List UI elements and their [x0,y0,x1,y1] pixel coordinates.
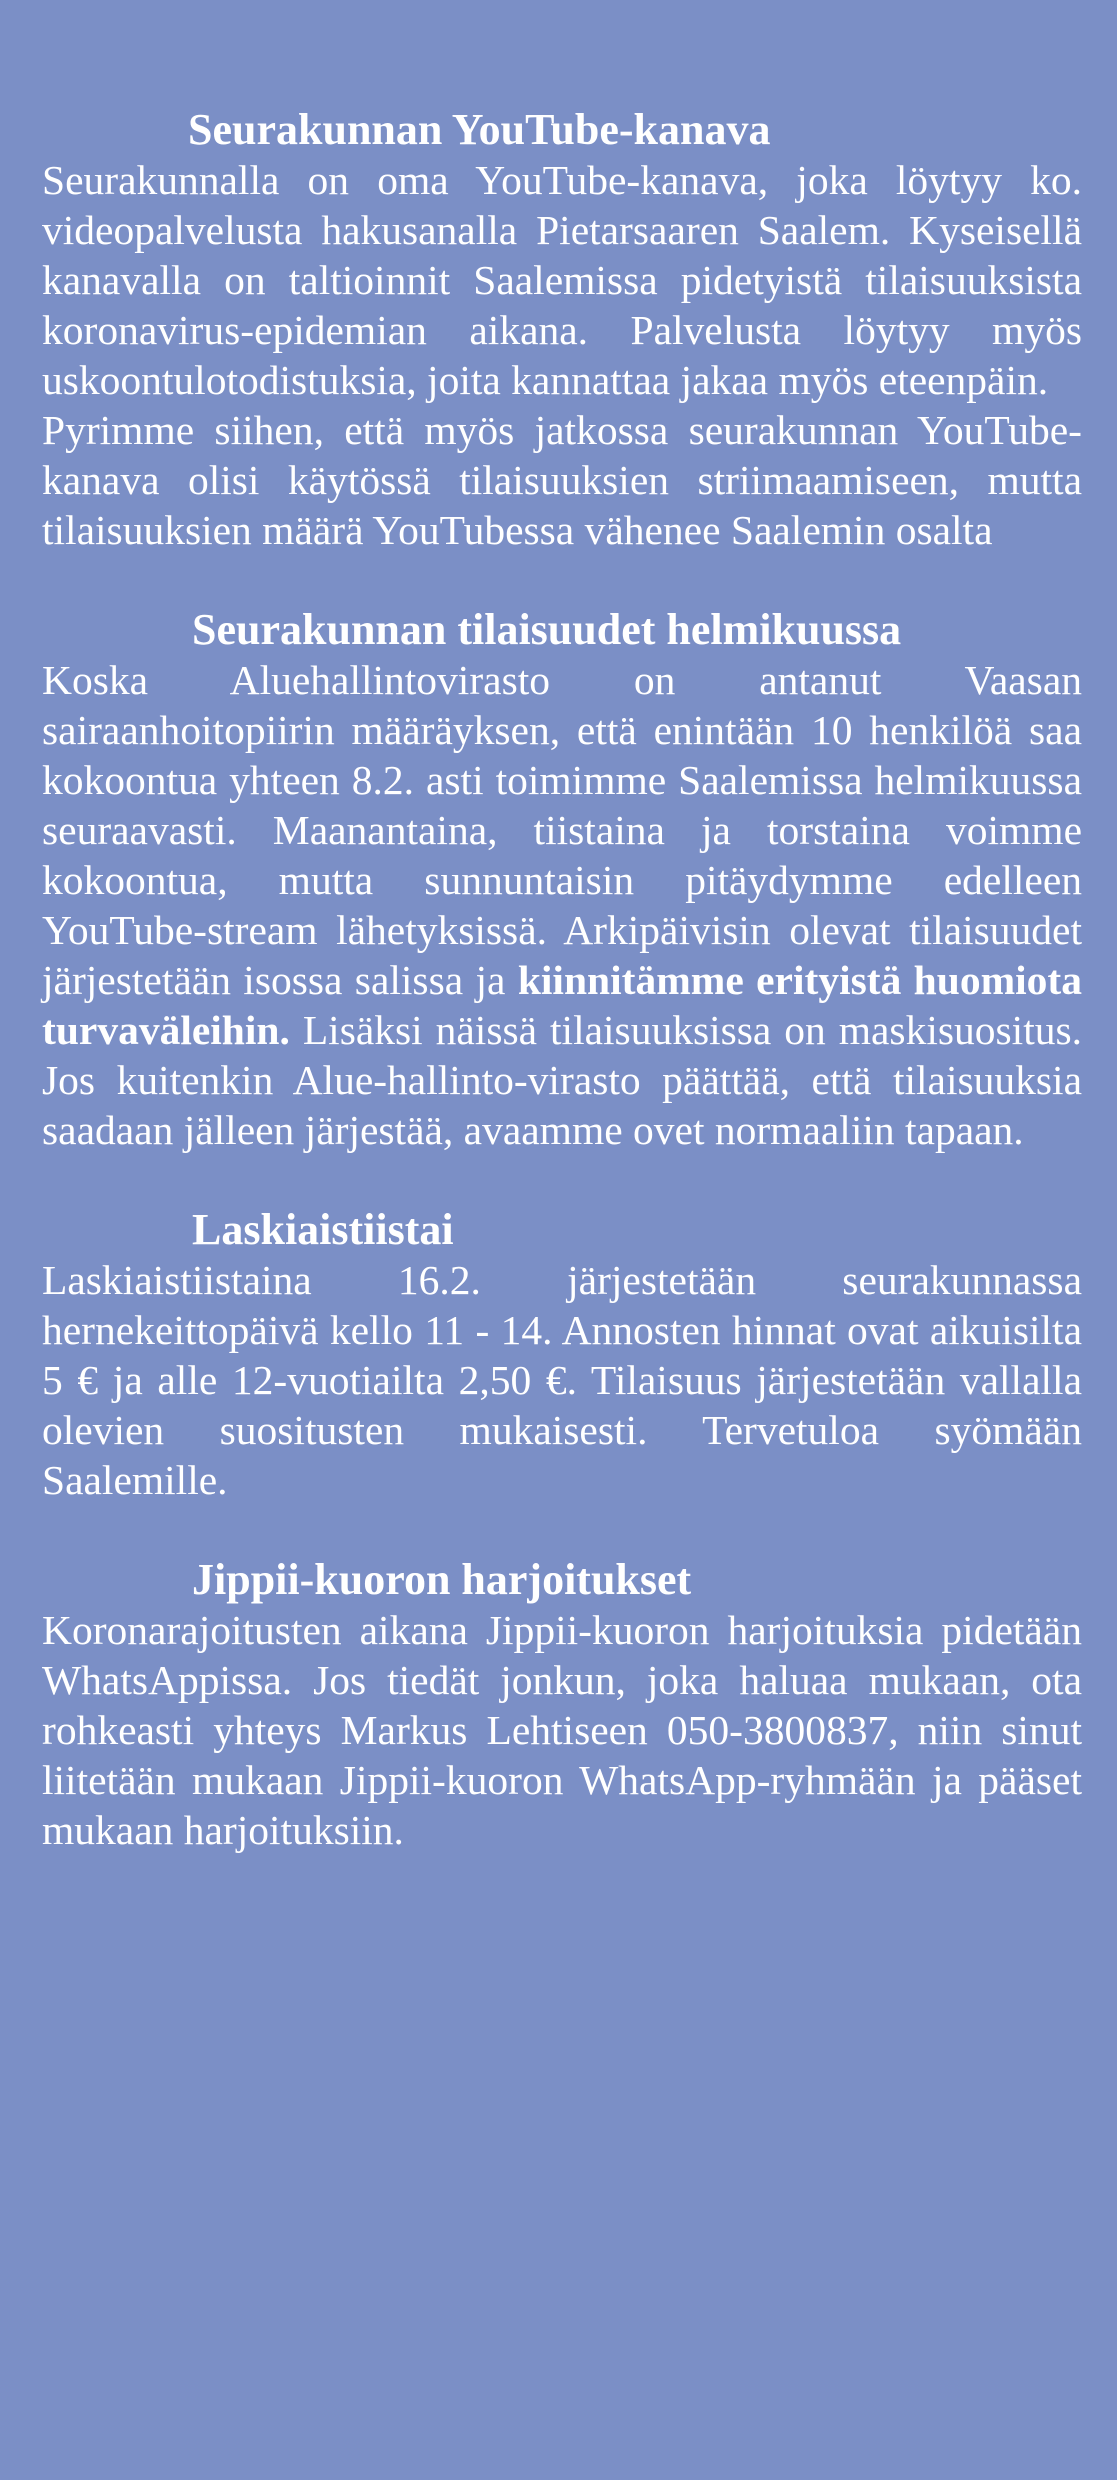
section-choir-rehearsals [42,1555,1082,1855]
section-heading: Laskiaistiistai [192,1205,454,1254]
paragraph-text: Lisäksi näissä tilaisuuksissa on maskisuositus. Jos kuitenkin Alue-hallinto-virasto päättää, että tilaisuuksia saadaan jälleen järjestää, avaamme ovet normaaliin tapaan. [42,1007,1082,1153]
section-paragraph: Koronarajoitusten aikana Jippii-kuoron harjoituksia pidetään WhatsAppissa. Jos tiedät jonkun, joka haluaa mukaan, ota rohkeasti yhteys Markus Lehtiseen 050-3800837, niin sinut liitetään mukaan Jippii-kuoron WhatsApp-ryhmään ja pääset mukaan harjoituksiin. [42,1607,1082,1853]
section-heading: Jippii-kuoron harjoitukset [192,1555,692,1604]
paragraph-text: Koska Aluehallintovirasto on antanut Vaasan sairaanhoitopiirin määräyksen, että enintään 10 henkilöä saa kokoontua yhteen 8.2. asti toimimme Saalemissa helmikuussa seuraavasti. Maanantaina, tiistaina ja torstaina voimme kokoontua, mutta sunnuntaisin pitäydymme edelleen YouTube-stream lähetyksissä. Arkipäivisin olevat tilaisuudet järjestetään isossa salissa ja [42,657,1082,1003]
section-paragraph: Seurakunnalla on oma YouTube-kanava, joka löytyy ko. videopalvelusta hakusanalla Pietarsaaren Saalem. Kyseisellä kanavalla on taltioinnit Saalemissa pidetyistä tilaisuuksista koronavirus-epidemian aikana. Palvelusta löytyy myös uskoontulotodistuksia, joita kannattaa jakaa myös eteenpäin. [42,157,1082,403]
section-youtube-channel [42,105,1082,555]
section-paragraph [42,655,1082,1155]
section-heading: Seurakunnan tilaisuudet helmikuussa [192,605,902,654]
section-february-events [42,605,1082,1155]
section-shrove-tuesday [42,1205,1082,1505]
paragraph-emphasis: kiinnitämme erityistä huomiota turvaväleihin. [42,957,1083,1053]
section-heading: Seurakunnan YouTube-kanava [188,105,771,154]
section-paragraph: Pyrimme siihen, että myös jatkossa seurakunnan YouTube-kanava olisi käytössä tilaisuuksien striimaamiseen, mutta tilaisuuksien määrä YouTubessa vähenee Saalemin osalta [42,407,1082,553]
section-paragraph: Laskiaistiistaina 16.2. järjestetään seurakunnassa hernekeittopäivä kello 11 - 14. Annosten hinnat ovat aikuisilta 5 € ja alle 12-vuotiailta 2,50 €. Tilaisuus järjestetään vallalla olevien suositusten mukaisesti. Tervetuloa syömään Saalemille. [42,1257,1082,1503]
